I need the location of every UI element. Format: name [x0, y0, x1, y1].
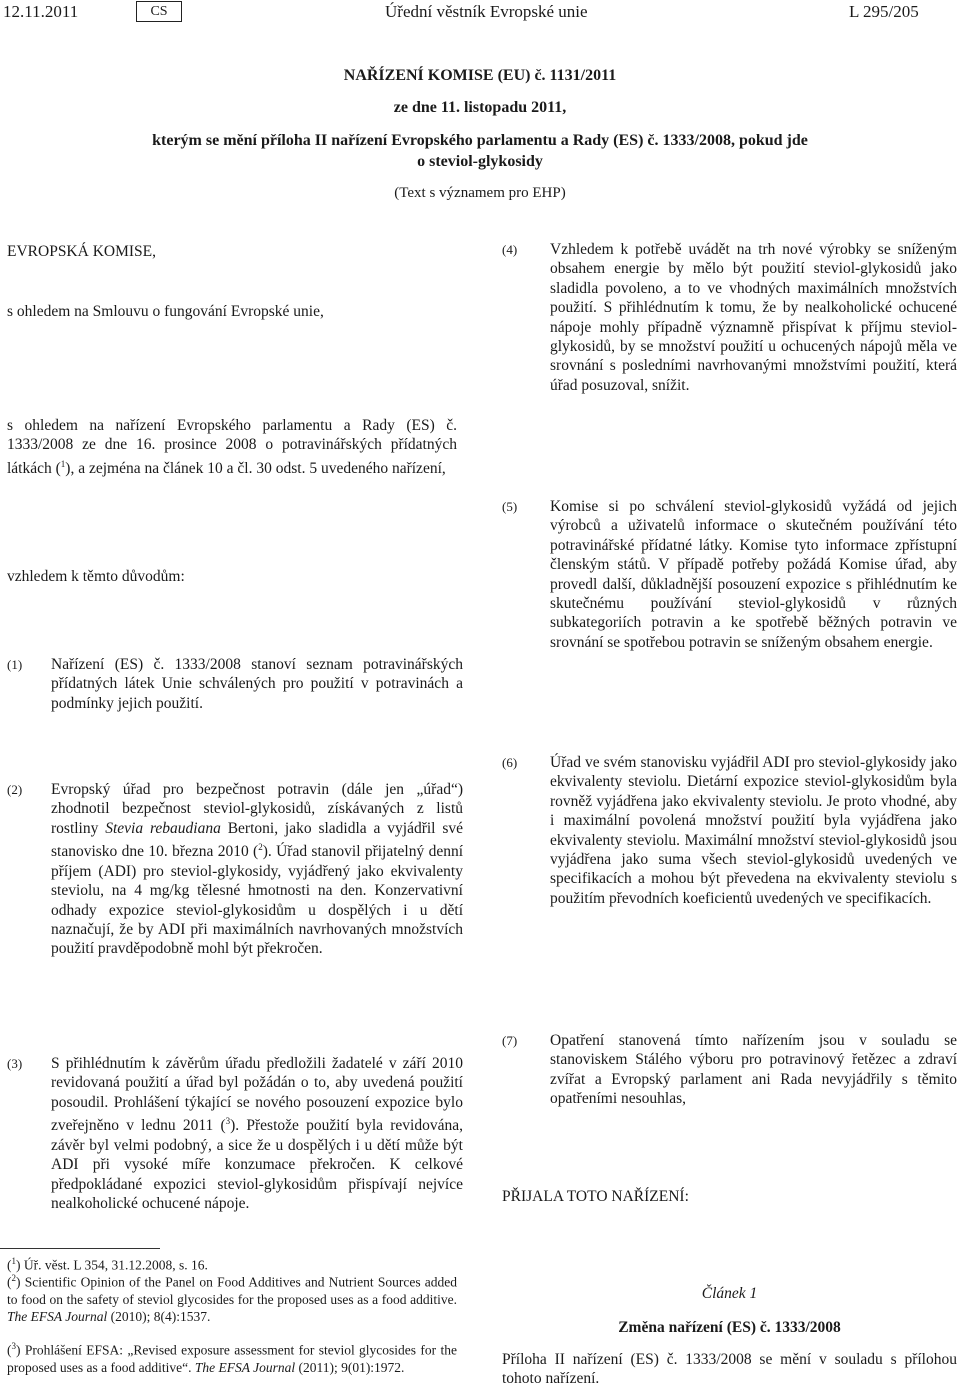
citation-treaty: s ohledem na Smlouvu o fungování Evropské unie, — [7, 303, 324, 320]
journal-title: The EFSA Journal — [194, 1359, 296, 1375]
recital-text: Úřad ve svém stanovisku vyjádřil ADI pro steviol-glykosidy jako ekvivalenty steviolu. Dietární expozice steviol-glykosidům byla rovněž vyjádřena jako ekvivalenty steviolu. Je proto vhodné, aby i maximální povolená množství použití byla vyjádřena jako ekvivalenty steviolu. Maximální množství steviol-glykosidů jsou vyjádřena jako suma všech steviol-glykosidů uvedených ve specifikacích a mohou být převedena na ekvivalenty steviolu s použitím převodních koeficientů uvedených ve specifikacích. — [550, 754, 957, 907]
article-heading: Změna nařízení (ES) č. 1333/2008 — [618, 1319, 841, 1336]
footnote-ref-3: 3 — [225, 1116, 231, 1127]
recital-number: (5) — [502, 499, 518, 514]
citation-regulation — [7, 416, 457, 478]
footnote-text: Prohlášení EFSA: „Revised exposure assessment for steviol glycosides for the proposed uses as a food additive“. — [7, 1342, 457, 1375]
journal-name: Úřední věstník Evropské unie — [385, 2, 588, 21]
footnote-mark: 1 — [11, 1256, 16, 1266]
footnote-text: Úř. věst. L 354, 31.12.2008, s. 16. — [23, 1257, 208, 1273]
footnote-3: ($^3$) Prohlášení EFSA: „Revised exposure assessment for steviol glycosides for the proposed uses as a food additive“. The EFSA Journal (2011); 9(01):1972. — [7, 1341, 457, 1375]
commission-heading: EVROPSKÁ KOMISE, — [7, 243, 156, 260]
recital-text: Vzhledem k potřebě uvádět na trh nové výrobky se sníženým obsahem energie by mělo být použití steviol-glykosidů jako sladidla povoleno, a to ve vhodných maximálních množstvích použití. S přihlédnutím k tomu, že by nealkoholické ochucené nápoje mohly případně významně přispívat k příjmu steviol-glykosidů, by se množství použití u ochucených nápojů měla ve srovnání s posledními navrhovanými množstvími použití, která úřad posuzoval, snížit. — [550, 241, 957, 394]
footnote-2: ($^2$) Scientific Opinion of the Panel on Food Additives and Nutrient Sources added to food on the safety of steviol glycosides for the proposed uses as a food additive. The EFSA Journal (2010); 8(4):1537. — [7, 1273, 458, 1324]
recital-text: Komise si po schválení steviol-glykosidů vyžádá od jejich výrobců a uživatelů informace o skutečném používání této potravinářské přídatné látky. Komise tyto informace zpřístupní členským států. V případě potřeby požádá Komise úřad, aby provedl další, důkladnější posouzení expozice s přihlédnutím ke skutečnému používání steviol-glykosidů v různých subkategoriích potravin a ke spotřebě běžných potravin ve srovnání se spotřebou potravin se sníženým obsahem energie. — [550, 498, 957, 651]
footnote-ref-1: 1 — [60, 458, 66, 469]
recital-2 — [7, 780, 464, 980]
recital-number: (2) — [7, 782, 23, 797]
whereas-heading: vzhledem k těmto důvodům: — [7, 568, 185, 585]
recital-text-part: Evropský úřad pro bezpečnost potravin (dále jen „úřad“) zhodnotil bezpečnost steviol-glykosidů, získávaných z listů rostliny — [51, 781, 463, 837]
footnote-text: Scientific Opinion of the Panel on Food Additives and Nutrient Sources added to food on the safety of steviol glycosides for the proposed uses as a food additive. — [7, 1274, 458, 1307]
regulation-subject-line2: o steviol-glykosidy — [417, 153, 543, 170]
recital-text-part: ). Přestože použití byla revidována, závěr byl velmi podobný, a sice že u dospělých i u dětí může být ADI při vysoké míře konzumace překročen. K celkové předpokládané expozici steviol-glykosidům přispívají nejvíce nealkoholické ochucené nápoje. — [51, 1117, 463, 1212]
footnote-mark: 2 — [11, 1273, 16, 1283]
article-label: Článek 1 — [701, 1285, 758, 1302]
recital-5 — [502, 497, 957, 677]
publication-date: 12.11.2011 — [3, 2, 79, 21]
adopted-formula: PŘIJALA TOTO NAŘÍZENÍ: — [502, 1188, 689, 1205]
recital-text: Opatření stanovená tímto nařízením jsou v souladu se stanoviskem Stálého výboru pro potravinový řetězec a zdraví zvířat a Evropský parlament ani Rada nevyjádřily s těmito opatřeními nesouhlas, — [550, 1032, 957, 1108]
recital-6 — [502, 753, 957, 953]
regulation-title: NAŘÍZENÍ KOMISE (EU) č. 1131/2011 — [343, 67, 617, 84]
recital-3 — [7, 1054, 463, 1234]
footnote-mark: 3 — [11, 1341, 16, 1351]
eea-relevance: (Text s významem pro EHP) — [394, 185, 566, 201]
footnote-separator — [0, 1248, 160, 1249]
recital-text-part: Bertoni, jako sladidla a vyjádřil své stanovisko dne 10. března 2010 ( — [51, 819, 463, 861]
recital-7 — [502, 1031, 957, 1111]
footnote-ref-2: 2 — [258, 842, 263, 853]
citation-regulation-text: s ohledem na nařízení Evropského parlamentu a Rady (ES) č. 1333/2008 ze dne 16. prosince 2008 o potravinářských přídatných látkách ( — [7, 417, 457, 477]
footnote-text: (2011); 9(01):1972. — [295, 1359, 405, 1375]
recital-text: Nařízení (ES) č. 1333/2008 stanoví seznam potravinářských přídatných látek Unie schválených pro použití v potravinách a podmínky jejich použití. — [51, 656, 463, 712]
recital-number: (3) — [7, 1056, 23, 1071]
regulation-subject-line1: kterým se mění příloha II nařízení Evropského parlamentu a Rady (ES) č. 1333/2008, pokud jde — [152, 132, 808, 149]
recital-text — [51, 780, 463, 959]
recital-number: (7) — [502, 1033, 518, 1048]
recital-text — [51, 1054, 463, 1213]
recital-number: (6) — [502, 755, 518, 770]
footnote-1: ($^1$) Úř. věst. L 354, 31.12.2008, s. 16. — [7, 1256, 208, 1273]
recital-number: (1) — [7, 657, 23, 672]
citation-regulation-text-end: ), a zejména na článek 10 a čl. 30 odst. 5 uvedeného nařízení, — [65, 459, 446, 477]
journal-title: The EFSA Journal — [7, 1308, 108, 1324]
journal-reference: L 295/205 — [849, 2, 919, 21]
species-name: Stevia rebaudiana — [105, 819, 221, 837]
recital-text-part: ). Úřad stanovil přijatelný denní příjem (ADI) pro steviol-glykosidy, vyjádřený jako ekvivalenty steviolu, na 4 mg/kg tělesné hmotnosti na den. Konzervativní odhady expozice steviol-glykosidům u dospělých i u dětí naznačují, že by ADI při maximálních navrhovaných množstvích použití pravděpodobně mohl být překročen. — [51, 843, 464, 958]
journal-header — [0, 0, 960, 22]
recital-text-part: S přihlédnutím k závěrům úřadu předložili žadatelé v září 2010 revidovaná použití a úřad byl požádán o to, aby uvedená použití posoudil. Prohlášení týkající se nového posouzení expozice bylo zveřejněno v lednu 2011 ( — [51, 1055, 463, 1135]
article-text: Příloha II nařízení (ES) č. 1333/2008 se mění v souladu s přílohou tohoto nařízení. — [502, 1351, 957, 1388]
recital-number: (4) — [502, 242, 518, 257]
recital-4 — [502, 240, 957, 420]
regulation-date: ze dne 11. listopadu 2011, — [393, 99, 567, 116]
language-badge: CS — [136, 1, 182, 22]
footnote-text: (2010); 8(4):1537. — [107, 1308, 211, 1324]
recital-1 — [7, 655, 463, 715]
